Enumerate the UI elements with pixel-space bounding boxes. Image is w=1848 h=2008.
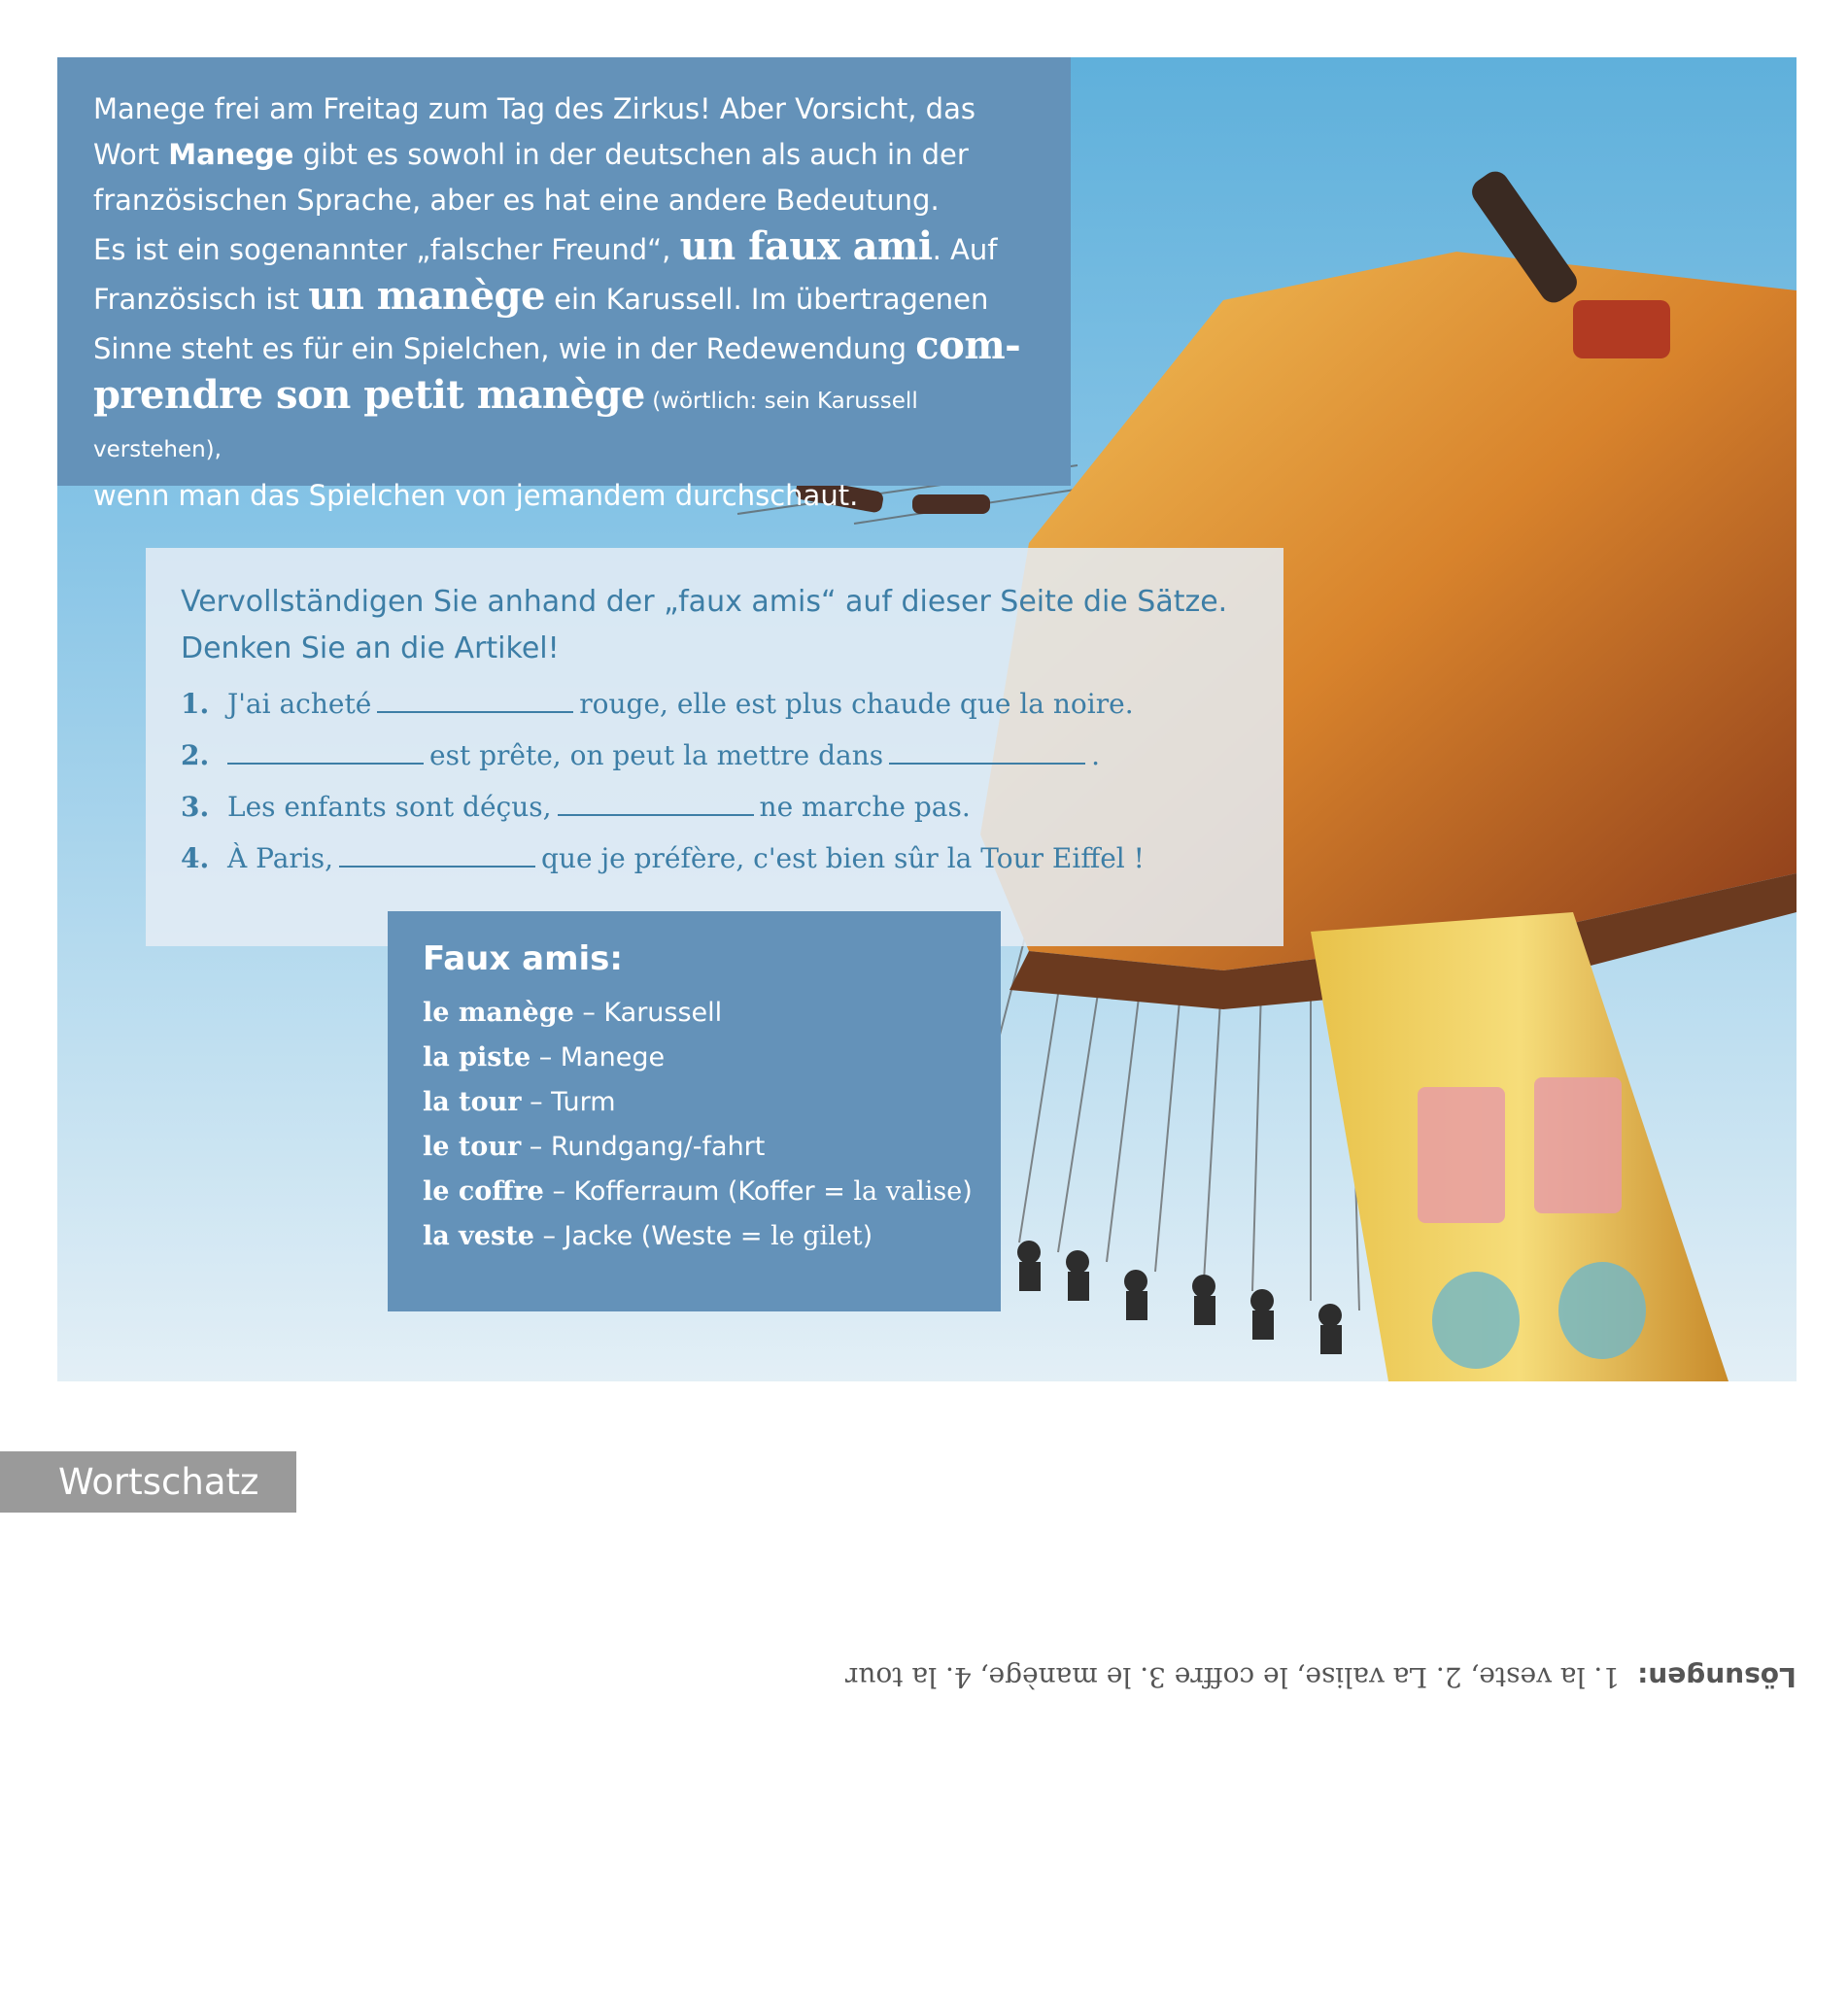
intro-line-4: Es ist ein sogenannter „falscher Freund“, un faux ami. Auf bbox=[93, 223, 998, 269]
answer-blank-1[interactable] bbox=[377, 686, 573, 713]
glossary-row: la veste – Jacke (Weste = le gilet) bbox=[423, 1221, 873, 1251]
exercise-box bbox=[146, 548, 1283, 946]
glossary-row: la tour – Turm bbox=[423, 1087, 616, 1117]
intro-line-5: Französisch ist un manège ein Karussell. Im übertragenen bbox=[93, 273, 989, 319]
answer-blank-3[interactable] bbox=[558, 789, 754, 816]
intro-line-1: Manege frei am Freitag zum Tag des Zirkus! Aber Vorsicht, das bbox=[93, 92, 975, 125]
exercise-item-1: 1. J'ai acheté rouge, elle est plus chaude que la noire. bbox=[181, 688, 1134, 720]
intro-line-7: prendre son petit manège (wörtlich: sein Karussell verstehen), bbox=[93, 372, 918, 462]
faux-amis-title: Faux amis: bbox=[423, 939, 624, 978]
answer-blank-2b[interactable] bbox=[889, 737, 1085, 765]
solutions-text: 1. la veste, 2. La valise, le coffre 3. le manège, 4. la tour bbox=[845, 1661, 1621, 1693]
intro-line-8: wenn man das Spielchen von jemandem durchschaut. bbox=[93, 479, 859, 512]
section-tag-wortschatz: Wortschatz bbox=[0, 1451, 296, 1513]
solutions-upside-down bbox=[845, 1657, 1797, 1696]
exercise-list bbox=[181, 678, 1283, 884]
solutions-label: Lösungen: bbox=[1637, 1661, 1797, 1693]
exercise-instruction: Vervollständigen Sie anhand der „faux amis“ auf dieser Seite die Sätze. Denken Sie an die Artikel! bbox=[181, 585, 1228, 665]
exercise-item-3: 3. Les enfants sont déçus, ne marche pas. bbox=[181, 791, 971, 823]
glossary-row: le manège – Karussell bbox=[423, 998, 723, 1028]
exercise-item-2: 2. est prête, on peut la mettre dans . bbox=[181, 739, 1101, 771]
intro-line-3: französischen Sprache, aber es hat eine andere Bedeutung. bbox=[93, 184, 940, 217]
intro-textbox bbox=[57, 57, 1071, 512]
intro-line-6: Sinne steht es für ein Spielchen, wie in der Redewendung com- bbox=[93, 323, 1021, 368]
answer-blank-4[interactable] bbox=[339, 840, 535, 868]
answer-blank-2a[interactable] bbox=[227, 737, 424, 765]
intro-line-2: Wort Manege gibt es sowohl in der deutschen als auch in der bbox=[93, 138, 969, 171]
glossary-row: la piste – Manege bbox=[423, 1042, 666, 1072]
exercise-item-4: 4. À Paris, que je préfère, c'est bien sûr la Tour Eiffel ! bbox=[181, 842, 1145, 874]
glossary-row: le coffre – Kofferraum (Koffer = la valise) bbox=[423, 1176, 973, 1207]
faux-amis-box bbox=[388, 911, 1001, 1311]
glossary-row: le tour – Rundgang/-fahrt bbox=[423, 1132, 766, 1162]
